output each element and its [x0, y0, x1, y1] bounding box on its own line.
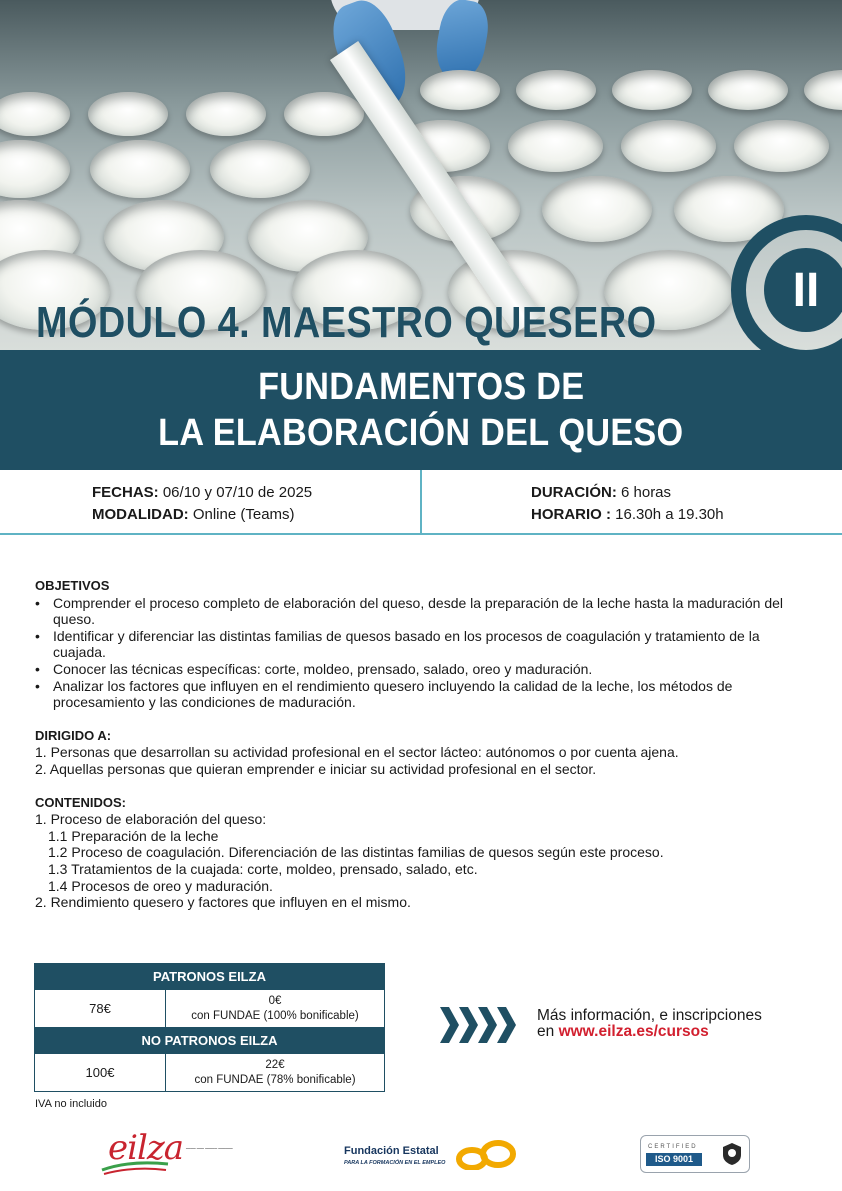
mode-value: Online (Teams) — [188, 506, 295, 523]
list-item: • Comprender el proceso completo de elaboración del queso, desde la preparación de la leche hasta la maduración del queso. — [35, 595, 810, 628]
hero-image — [0, 0, 842, 350]
fundacion-infinity-icon — [456, 1140, 522, 1170]
list-item: 1. Personas que desarrollan su actividad profesional en el sector lácteo: autónomos o por cuenta ajena. — [35, 744, 679, 761]
members-fundae-note: con FUNDAE (100% bonificable) — [191, 1009, 359, 1022]
list-item: 2. Rendimiento quesero y factores que influyen en el mismo. — [35, 894, 411, 911]
list-item: 1.2 Proceso de coagulación. Diferenciación de las distintas familias de quesos según este proceso. — [48, 844, 664, 861]
iso-name-label: ISO 9001 — [646, 1153, 702, 1166]
mode-label: MODALIDAD: — [92, 506, 189, 523]
module-title: MÓDULO 4. MAESTRO QUESERO — [36, 298, 657, 347]
members-fundae-price: 0€ — [268, 994, 282, 1007]
list-item: 2. Aquellas personas que quieran emprender e iniciar su actividad profesional en el sector. — [35, 760, 597, 777]
contents-heading: CONTENIDOS: — [35, 794, 126, 810]
details-separator — [420, 470, 422, 533]
details-left — [92, 482, 312, 526]
schedule-value: 16.30h a 19.30h — [611, 506, 724, 523]
list-item: • Identificar y diferenciar las distintas familias de quesos basado en los procesos de coagulación y tratamiento de la cuajada. — [35, 628, 810, 661]
list-item: • Analizar los factores que influyen en el rendimiento quesero incluyendo la calidad de la leche, los métodos de procesamiento y las condiciones de maduración. — [35, 678, 810, 711]
eilza-tagline-icon: ━━━━ ━━━ ━━━━━ ━━━━━━ — [186, 1146, 233, 1151]
eilza-logo — [100, 1128, 240, 1178]
table-row — [35, 989, 384, 1027]
price-table — [34, 963, 385, 1092]
more-info — [537, 1008, 762, 1040]
course-title-band — [0, 350, 842, 470]
dates-label: FECHAS: — [92, 484, 159, 501]
iso-certification-logo — [640, 1135, 750, 1173]
nonmembers-heading: NO PATRONOS EILZA — [35, 1027, 384, 1053]
nonmembers-fundae — [166, 1054, 384, 1091]
fundacion-subtitle: PARA LA FORMACIÓN EN EL EMPLEO — [344, 1160, 446, 1166]
certification-seal-icon — [721, 1142, 743, 1166]
fundacion-logo — [344, 1138, 524, 1174]
eilza-wordmark: eilza — [108, 1128, 184, 1168]
objectives-heading: OBJETIVOS — [35, 578, 110, 593]
course-description — [35, 578, 810, 911]
dates-value: 06/10 y 07/10 de 2025 — [158, 484, 313, 501]
details-right — [531, 482, 724, 526]
list-item: • Conocer las técnicas específicas: corte, moldeo, prensado, salado, oreo y maduración. — [35, 661, 810, 678]
duration-label: DURACIÓN: — [531, 484, 617, 501]
nonmembers-fundae-price: 22€ — [265, 1058, 285, 1071]
members-fundae — [166, 990, 384, 1027]
course-details — [0, 470, 842, 535]
list-item: 1.4 Procesos de oreo y maduración. — [48, 877, 273, 894]
iso-certified-label: CERTIFIED — [648, 1144, 698, 1150]
objectives-list — [35, 595, 810, 711]
list-item: 1. Proceso de elaboración del queso: — [35, 811, 267, 828]
vat-note: IVA no incluido — [35, 1098, 107, 1110]
more-info-prefix: en — [537, 1023, 559, 1040]
nonmembers-fundae-note: con FUNDAE (78% bonificable) — [194, 1073, 356, 1086]
members-price: 78€ — [35, 990, 166, 1027]
list-item: 1.3 Tratamientos de la cuajada: corte, moldeo, prensado, salado, etc. — [48, 860, 478, 877]
course-title-line2: LA ELABORACIÓN DEL QUESO — [158, 412, 684, 454]
courses-link[interactable]: www.eilza.es/cursos — [558, 1023, 709, 1040]
duration-value: 6 horas — [616, 484, 672, 501]
fundacion-name: Fundación Estatal — [344, 1145, 439, 1157]
schedule-label: HORARIO : — [531, 506, 611, 523]
members-heading: PATRONOS EILZA — [35, 964, 384, 989]
list-item: 1.1 Preparación de la leche — [48, 827, 219, 844]
level-badge-label: II — [764, 248, 842, 332]
audience-heading: DIRIGIDO A: — [35, 727, 112, 743]
table-row — [35, 1053, 384, 1091]
course-title-line1: FUNDAMENTOS DE — [257, 366, 585, 408]
nonmembers-price: 100€ — [35, 1054, 166, 1091]
chevrons-right-icon — [440, 1005, 520, 1045]
more-info-text: Más información, e inscripciones — [537, 1007, 762, 1024]
